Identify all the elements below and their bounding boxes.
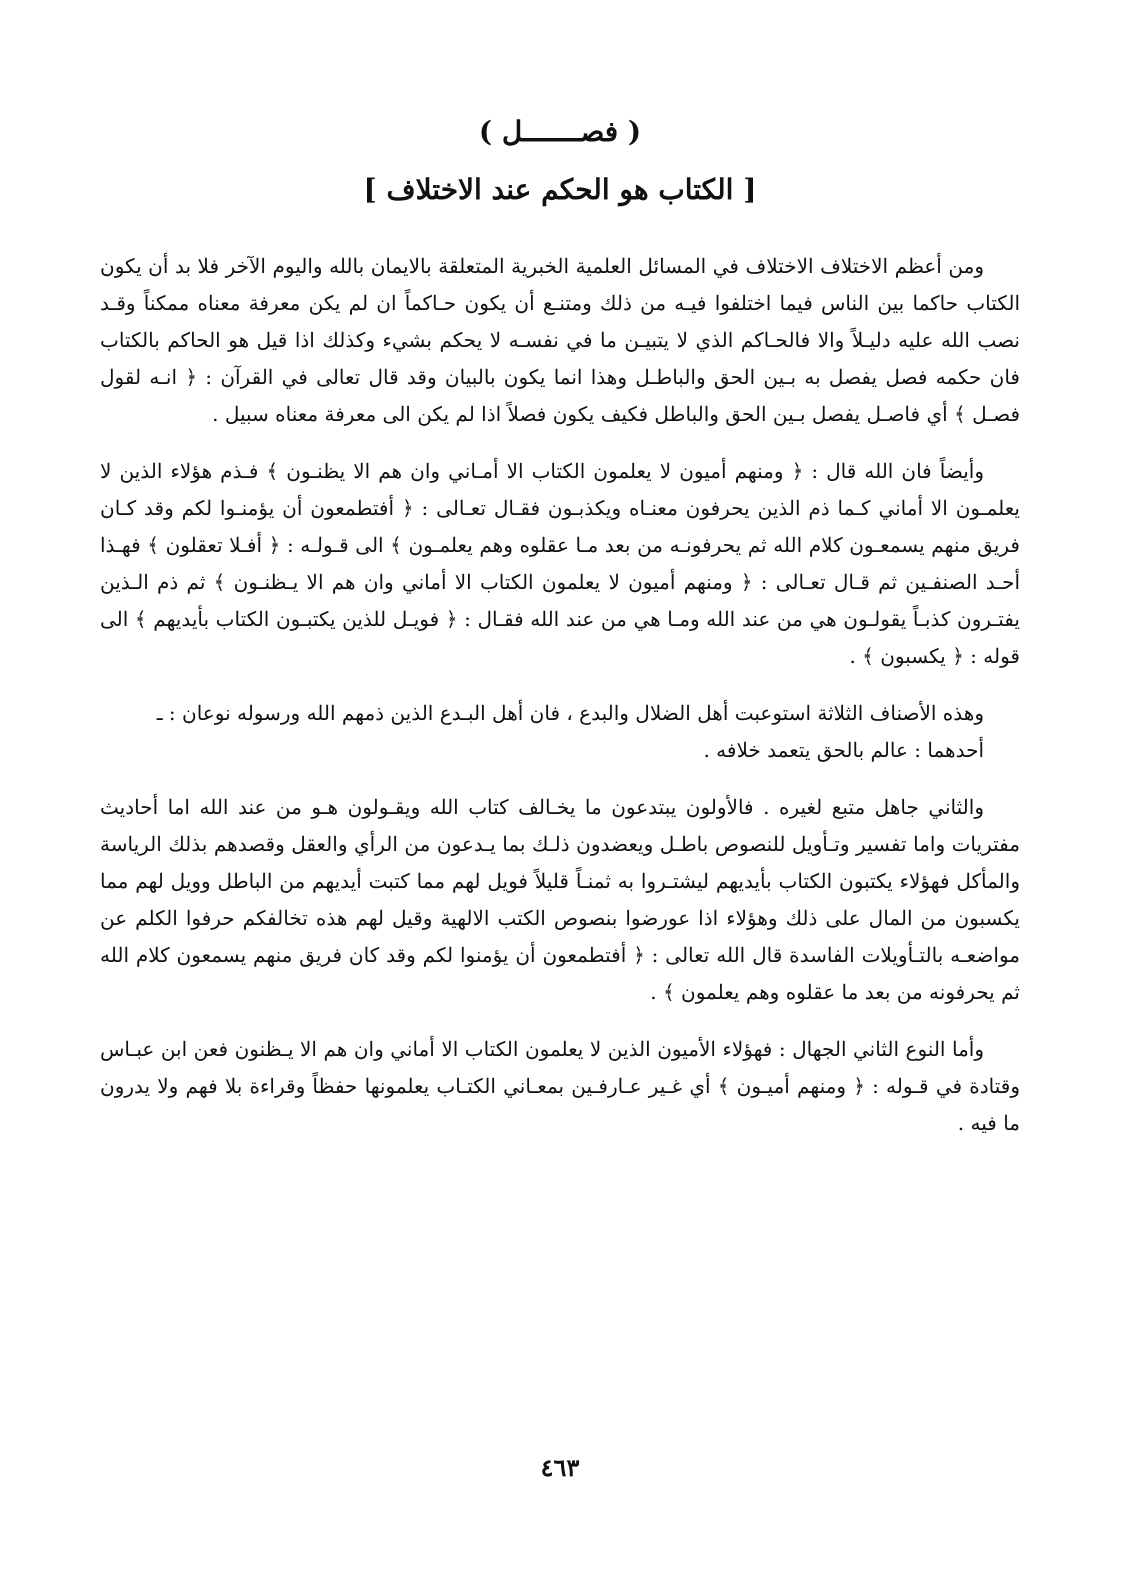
book-page: [100, 0, 1020, 1581]
paragraph: وهذه الأصناف الثلاثة استوعبت أهل الضلال والبدع ، فان أهل البـدع الذين ذمهم الله ورسوله نوعان : ـ: [156, 701, 984, 725]
page-number: ٤٦٣: [540, 1453, 580, 1482]
paragraph: والثاني جاهل متبع لغيره . فالأولون يبتدعون ما يخـالف كتاب الله ويقـولون هـو من عند الله اما أحاديث مفتريات واما تفسير وتـأويل للنصوص باطـل ويعضدون ذلـك بما يـدعون من الرأي والعقل وقصدهم بذلك الرياسة والمأكل فهؤلاء يكتبون الكتاب بأيديهم ليشتـروا به ثمنـاً قليلاً فويل لهم مما كتبت أيديهم من الباطل وويل لهم مما يكسبون من المال على ذلك وهؤلاء اذا عورضوا بنصوص الكتب الالهية وقيل لهم هذه تخالفكم حرفوا الكلم عن مواضعـه بالتـأويلات الفاسدة قال الله تعالى : ﴿ أفتطمعون أن يؤمنوا لكم وقد كان فريق منهم يسمعون كلام الله ثم يحرفونه من بعد ما عقلوه وهم يعلمون ﴾ .: [100, 795, 1020, 1004]
paragraph: وأما النوع الثاني الجهال : فهؤلاء الأميون الذين لا يعلمون الكتاب الا أماني وان هم الا يـظنون فعن ابن عبـاس وقتادة في قـوله : ﴿ ومنهم أميـون ﴾ أي غـير عـارفـين بمعـاني الكتـاب يعلمونها حفظاً وقراءة بلا فهم ولا يدرون ما فيه .: [100, 1037, 1020, 1135]
section-subtitle: [ الكتاب هو الحكم عند الاختلاف ]: [363, 173, 757, 206]
section-title: ( فصـــــــل ): [478, 115, 642, 148]
body-text: [100, 248, 1020, 1152]
paragraph: أحدهما : عالم بالحق يتعمد خلافه .: [703, 738, 984, 762]
paragraph: ومن أعظم الاختلاف الاختلاف في المسائل العلمية الخبرية المتعلقة بالايمان بالله واليوم الآخر فلا بد أن يكون الكتاب حاكما بين الناس فيما اختلفوا فيـه من ذلك ومتنـع أن يكون حـاكماً ان لم يكن معرفة معناه ممكناً وقـد نصب الله عليه دليـلاً والا فالحـاكم الذي لا يتبيـن ما في نفسـه لا يحكم بشيء وكذلك اذا قيل هو الحاكم بالكتاب فان حكمه فصل يفصل به بـين الحق والباطـل وهذا انما يكون بالبيان وقد قال تعالى في القرآن : ﴿ انـه لقول فصـل ﴾ أي فاصـل يفصل بـين الحق والباطل فكيف يكون فصلاً اذا لم يكن الى معرفة معناه سبيل .: [100, 254, 1020, 426]
paragraph: وأيضاً فان الله قال : ﴿ ومنهم أميون لا يعلمون الكتاب الا أمـاني وان هم الا يظنـون ﴾ فـذم هؤلاء الذين لا يعلمـون الا أماني كـما ذم الذين يحرفون معنـاه ويكذبـون فقـال تعـالى : ﴿ أفتطمعون أن يؤمنـوا لكم وقد كـان فريق منهم يسمعـون كلام الله ثم يحرفونـه من بعد مـا عقلوه وهم يعلمـون ﴾ الى قـولـه : ﴿ أفـلا تعقلون ﴾ فهـذا أحـد الصنفـين ثم قـال تعـالى : ﴿ ومنهم أميون لا يعلمون الكتاب الا أماني وان هم الا يـظنـون ﴾ ثم ذم الـذين يفتـرون كذبـاً يقولـون هي من عند الله ومـا هي من عند الله فقـال : ﴿ فويـل للذين يكتبـون الكتاب بأيديهم ﴾ الى قوله : ﴿ يكسبون ﴾ .: [100, 459, 1020, 668]
